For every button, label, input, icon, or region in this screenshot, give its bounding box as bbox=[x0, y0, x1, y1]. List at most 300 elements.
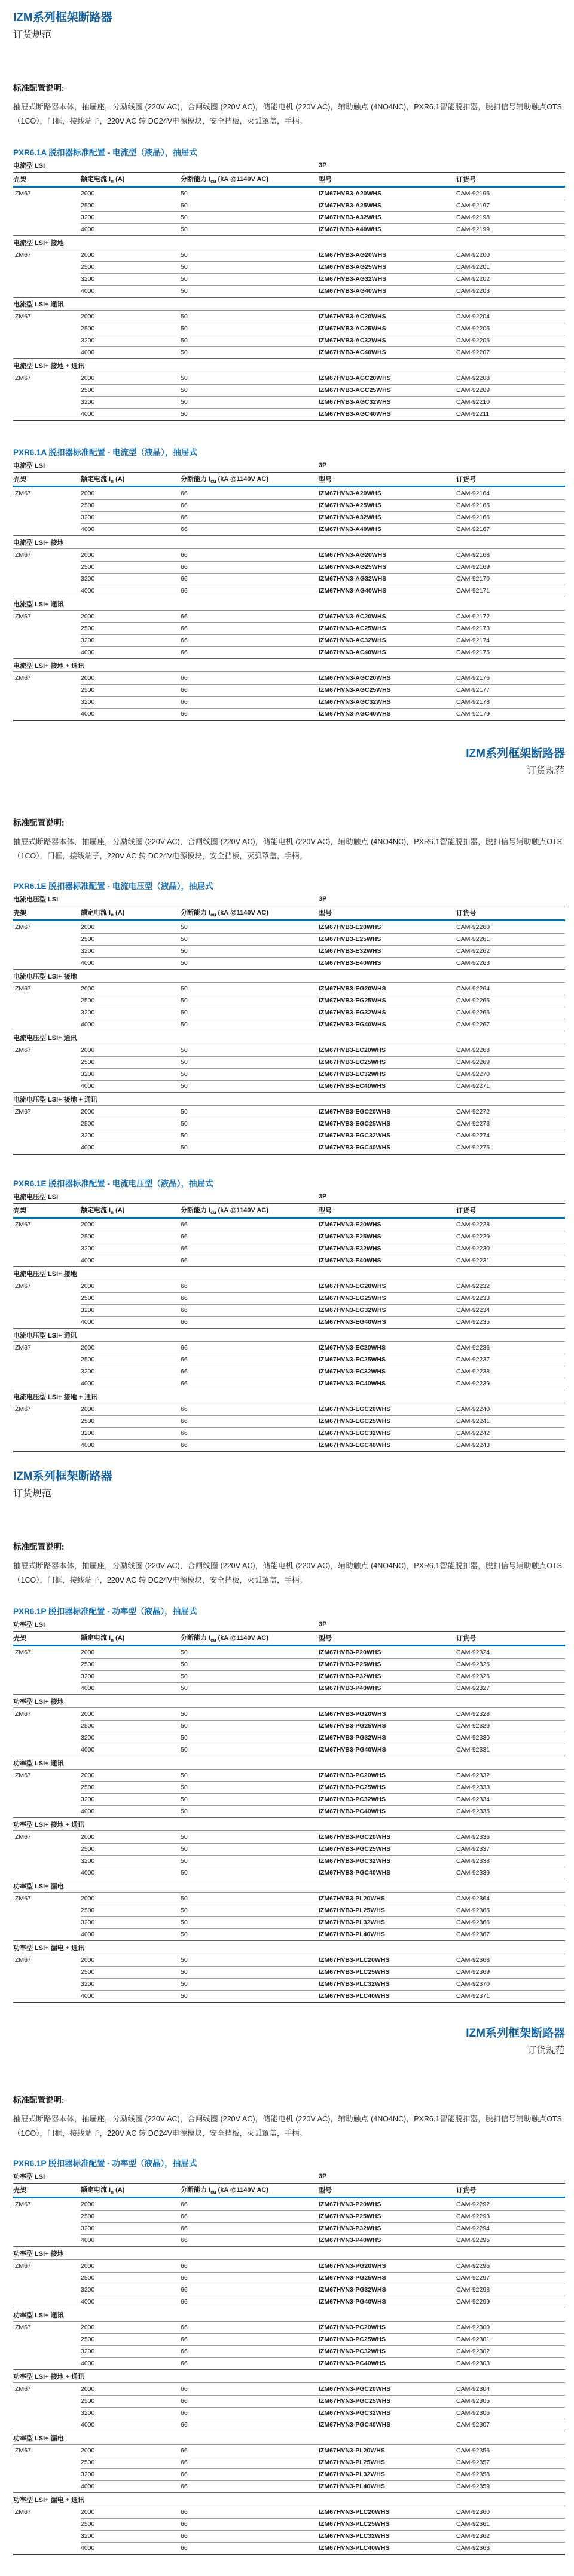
cell-model: IZM67HVB3-A32WHS bbox=[319, 214, 382, 221]
cell-current: 2000 bbox=[81, 2262, 95, 2270]
cell-model: IZM67HVN3-EC40WHS bbox=[319, 1380, 386, 1387]
table-row bbox=[13, 1354, 565, 1366]
row-divider bbox=[81, 708, 565, 709]
cell-icu: 66 bbox=[181, 698, 188, 706]
cell-current: 3200 bbox=[81, 2409, 95, 2416]
table-row bbox=[13, 396, 565, 408]
table-row bbox=[13, 188, 565, 200]
cell-current: 2500 bbox=[81, 202, 95, 209]
cell-order: CAM-92334 bbox=[456, 1796, 490, 1803]
cell-model: IZM67HVB3-AC32WHS bbox=[319, 337, 386, 344]
std-config-text: 抽屉式断路器本体，抽屉座，分励线圈 (220V AC)，合闸线圈 (220V AC)，储能电机 (220V AC)，辅助触点 (4NO4NC)，PXR6.1智能脱扣器，脱扣信号辅助触点OTS（1CO），门框，接线端子，220V AC 转 DC24V电源模块，安全挡板，灭弧罩盖，手柄。 bbox=[13, 1562, 562, 1584]
table-row bbox=[13, 2445, 565, 2457]
section-header: 电流型 LSI+ 接地 + 通讯 bbox=[13, 658, 565, 672]
cell-model: IZM67HVN3-AC20WHS bbox=[319, 613, 386, 620]
table-row bbox=[13, 1219, 565, 1231]
cell-model: IZM67HVB3-PGC40WHS bbox=[319, 1869, 391, 1876]
table-row bbox=[13, 921, 565, 933]
row-divider bbox=[81, 2542, 565, 2543]
cell-order: CAM-92358 bbox=[456, 2471, 490, 2478]
cell-order: CAM-92298 bbox=[456, 2286, 490, 2293]
cell-icu: 66 bbox=[181, 502, 188, 509]
table-row bbox=[13, 995, 565, 1007]
table-row bbox=[13, 1118, 565, 1130]
cell-order: CAM-92230 bbox=[456, 1245, 490, 1252]
cell-current: 2000 bbox=[81, 375, 95, 382]
table-row bbox=[13, 1744, 565, 1756]
cell-order: CAM-92173 bbox=[456, 625, 490, 632]
col-header-current-suffix: (A) bbox=[114, 909, 125, 917]
page-header bbox=[466, 744, 565, 777]
cell-frame: IZM67 bbox=[13, 1406, 31, 1413]
cell-icu: 66 bbox=[181, 2324, 188, 2331]
row-divider bbox=[81, 573, 565, 574]
cell-order: CAM-92364 bbox=[456, 1895, 490, 1902]
table-row bbox=[13, 1342, 565, 1354]
cell-icu: 66 bbox=[181, 2385, 188, 2393]
cell-model: IZM67HVN3-A40WHS bbox=[319, 526, 382, 533]
table-row bbox=[13, 672, 565, 684]
cell-icu: 50 bbox=[181, 1746, 188, 1753]
cell-model: IZM67HVB3-E32WHS bbox=[319, 947, 381, 955]
cell-current: 2000 bbox=[81, 1344, 95, 1351]
cell-icu: 66 bbox=[181, 2421, 188, 2428]
col-header-icu bbox=[181, 1633, 319, 1643]
row-divider bbox=[81, 2345, 565, 2346]
cell-icu: 66 bbox=[181, 514, 188, 521]
cell-model: IZM67HVN3-PC32WHS bbox=[319, 2348, 386, 2355]
type-label: 电流型 LSI bbox=[13, 462, 45, 470]
cell-order: CAM-92273 bbox=[456, 1120, 490, 1127]
cell-current: 4000 bbox=[81, 1257, 95, 1264]
page-header bbox=[13, 8, 112, 41]
cell-order: CAM-92205 bbox=[456, 325, 490, 332]
cell-icu: 50 bbox=[181, 1021, 188, 1028]
cell-model: IZM67HVN3-PC25WHS bbox=[319, 2336, 386, 2343]
row-divider bbox=[81, 384, 565, 385]
page-subtitle: 订货规范 bbox=[13, 1489, 52, 1499]
cell-icu: 50 bbox=[181, 226, 188, 233]
table-row bbox=[13, 223, 565, 235]
table-row bbox=[13, 1805, 565, 1817]
std-config-block bbox=[13, 2093, 562, 2140]
cell-current: 2500 bbox=[81, 1722, 95, 1729]
cell-current: 2000 bbox=[81, 985, 95, 992]
cell-model: IZM67HVN3-PL32WHS bbox=[319, 2471, 385, 2478]
cell-current: 3200 bbox=[81, 2348, 95, 2355]
cell-model: IZM67HVN3-E40WHS bbox=[319, 1257, 381, 1264]
col-header-current bbox=[81, 174, 181, 184]
cell-icu: 66 bbox=[181, 563, 188, 571]
cell-icu: 50 bbox=[181, 1734, 188, 1741]
cell-current: 2500 bbox=[81, 686, 95, 694]
group-row bbox=[13, 893, 565, 906]
cell-model: IZM67HVB3-PGC25WHS bbox=[319, 1845, 391, 1853]
cell-current: 2000 bbox=[81, 613, 95, 620]
cell-model: IZM67HVN3-A25WHS bbox=[319, 502, 382, 509]
row-divider bbox=[81, 511, 565, 512]
cell-model: IZM67HVB3-EGC25WHS bbox=[319, 1120, 391, 1127]
table-row bbox=[13, 2530, 565, 2542]
cell-model: IZM67HVB3-PLC25WHS bbox=[319, 1968, 390, 1976]
row-divider bbox=[81, 396, 565, 397]
table-row bbox=[13, 1231, 565, 1243]
cell-icu: 50 bbox=[181, 1919, 188, 1926]
row-divider bbox=[81, 1080, 565, 1081]
cell-current: 3200 bbox=[81, 1071, 95, 1078]
col-header-icu-suffix: (kA @1140V AC) bbox=[216, 909, 269, 917]
cell-icu: 66 bbox=[181, 1380, 188, 1387]
cell-frame: IZM67 bbox=[13, 2201, 31, 2208]
table-row bbox=[13, 1068, 565, 1080]
cell-order: CAM-92294 bbox=[456, 2225, 490, 2232]
cell-model: IZM67HVB3-EGC40WHS bbox=[319, 1144, 391, 1151]
cell-current: 2500 bbox=[81, 387, 95, 394]
cell-order: CAM-92196 bbox=[456, 190, 490, 197]
table-row bbox=[13, 1770, 565, 1781]
cell-model: IZM67HVB3-EG25WHS bbox=[319, 997, 386, 1004]
cell-model: IZM67HVB3-AGC40WHS bbox=[319, 410, 391, 418]
col-header-icu bbox=[181, 2185, 319, 2195]
row-divider bbox=[81, 2480, 565, 2481]
col-header-icu-sub: cu bbox=[210, 179, 216, 185]
col-header-icu bbox=[181, 474, 319, 484]
cell-order: CAM-92300 bbox=[456, 2324, 490, 2331]
cell-order: CAM-92231 bbox=[456, 1257, 490, 1264]
cell-order: CAM-92236 bbox=[456, 1344, 490, 1351]
cell-icu: 50 bbox=[181, 1071, 188, 1078]
cell-icu: 66 bbox=[181, 1368, 188, 1375]
cell-current: 2000 bbox=[81, 2385, 95, 2393]
cell-current: 2500 bbox=[81, 1356, 95, 1363]
cell-current: 3200 bbox=[81, 1919, 95, 1926]
cell-model: IZM67HVN3-EGC40WHS bbox=[319, 1442, 391, 1449]
row-divider bbox=[81, 408, 565, 409]
cell-icu: 50 bbox=[181, 1649, 188, 1656]
cell-icu: 66 bbox=[181, 2213, 188, 2220]
cell-order: CAM-92338 bbox=[456, 1857, 490, 1864]
cell-current: 2000 bbox=[81, 490, 95, 497]
order-table bbox=[13, 159, 565, 421]
cell-current: 3200 bbox=[81, 698, 95, 706]
cell-current: 3200 bbox=[81, 1980, 95, 1988]
cell-current: 3200 bbox=[81, 2225, 95, 2232]
cell-current: 2500 bbox=[81, 1661, 95, 1668]
table-row bbox=[13, 487, 565, 499]
cell-current: 3200 bbox=[81, 1673, 95, 1680]
row-divider bbox=[81, 945, 565, 946]
cell-model: IZM67HVB3-PC25WHS bbox=[319, 1784, 386, 1791]
cell-model: IZM67HVB3-PC32WHS bbox=[319, 1796, 386, 1803]
cell-icu: 50 bbox=[181, 1047, 188, 1054]
row-divider bbox=[81, 2530, 565, 2531]
section-header: 电流电压型 LSI+ 接地 bbox=[13, 1266, 565, 1280]
std-config-text: 抽屉式断路器本体，抽屉座，分励线圈 (220V AC)，合闸线圈 (220V AC)，储能电机 (220V AC)，辅助触点 (4NO4NC)，PXR6.1智能脱扣器，脱扣信号辅助触点OTS（1CO），门框，接线端子，220V AC 转 DC24V电源模块，安全挡板，灭弧罩盖，手柄。 bbox=[13, 838, 562, 860]
cell-frame: IZM67 bbox=[13, 985, 31, 992]
table-row bbox=[13, 2222, 565, 2234]
group-row bbox=[13, 1618, 565, 1632]
row-divider bbox=[81, 2407, 565, 2408]
page-title: IZM系列框架断路器 bbox=[13, 11, 112, 24]
pole-label: 3P bbox=[319, 462, 327, 469]
table-row bbox=[13, 2542, 565, 2554]
cell-current: 2500 bbox=[81, 325, 95, 332]
cell-icu: 50 bbox=[181, 1895, 188, 1902]
section-header: 功率型 LSI+ 通讯 bbox=[13, 1756, 565, 1770]
cell-model: IZM67HVB3-PL32WHS bbox=[319, 1919, 385, 1926]
table-row bbox=[13, 1928, 565, 1940]
cell-order: CAM-92199 bbox=[456, 226, 490, 233]
page-title: IZM系列框架断路器 bbox=[13, 1470, 112, 1483]
cell-icu: 50 bbox=[181, 214, 188, 221]
col-header-current bbox=[81, 2185, 181, 2195]
cell-current: 2500 bbox=[81, 2274, 95, 2281]
cell-icu: 50 bbox=[181, 313, 188, 320]
cell-current: 2500 bbox=[81, 2336, 95, 2343]
cell-current: 2500 bbox=[81, 263, 95, 271]
col-header-frame: 壳架 bbox=[13, 1635, 26, 1642]
cell-icu: 66 bbox=[181, 2348, 188, 2355]
cell-current: 2500 bbox=[81, 502, 95, 509]
table-row bbox=[13, 1990, 565, 2002]
table-row bbox=[13, 573, 565, 585]
cell-current: 4000 bbox=[81, 1144, 95, 1151]
table-row bbox=[13, 1243, 565, 1255]
cell-order: CAM-92326 bbox=[456, 1673, 490, 1680]
table-row bbox=[13, 1142, 565, 1154]
cell-model: IZM67HVB3-EG32WHS bbox=[319, 1009, 386, 1016]
table-row bbox=[13, 1831, 565, 1843]
cell-model: IZM67HVB3-A25WHS bbox=[319, 202, 382, 209]
std-config-label: 标准配置说明: bbox=[13, 84, 65, 93]
cell-model: IZM67HVN3-EC25WHS bbox=[319, 1356, 386, 1363]
col-header-current bbox=[81, 1205, 181, 1215]
group-row bbox=[13, 2170, 565, 2184]
row-divider bbox=[81, 1304, 565, 1305]
cell-order: CAM-92295 bbox=[456, 2237, 490, 2244]
row-divider bbox=[81, 1439, 565, 1440]
col-header-icu bbox=[181, 1205, 319, 1215]
col-header-icu bbox=[181, 907, 319, 918]
cell-icu: 50 bbox=[181, 1009, 188, 1016]
cell-current: 4000 bbox=[81, 1021, 95, 1028]
cell-icu: 50 bbox=[181, 1845, 188, 1853]
cell-order: CAM-92172 bbox=[456, 613, 490, 620]
cell-order: CAM-92204 bbox=[456, 313, 490, 320]
cell-model: IZM67HVB3-EGC20WHS bbox=[319, 1108, 391, 1115]
table-row bbox=[13, 983, 565, 995]
table-row bbox=[13, 523, 565, 535]
row-divider bbox=[81, 1415, 565, 1416]
table-heading: PXR6.1E 脱扣器标准配置 - 电流电压型（液晶），抽屉式 bbox=[13, 1179, 213, 1188]
row-divider bbox=[81, 2333, 565, 2334]
cell-icu: 66 bbox=[181, 2298, 188, 2305]
cell-order: CAM-92330 bbox=[456, 1734, 490, 1741]
table-row bbox=[13, 2457, 565, 2468]
cell-current: 2000 bbox=[81, 2201, 95, 2208]
row-divider bbox=[81, 1978, 565, 1979]
cell-order: CAM-92369 bbox=[456, 1968, 490, 1976]
section-header: 功率型 LSI+ 接地 + 通讯 bbox=[13, 1817, 565, 1831]
cell-frame: IZM67 bbox=[13, 313, 31, 320]
cell-icu: 50 bbox=[181, 936, 188, 943]
table-row bbox=[13, 696, 565, 708]
table-row bbox=[13, 1843, 565, 1855]
order-table bbox=[13, 459, 565, 721]
cell-current: 2500 bbox=[81, 2459, 95, 2466]
type-label: 电流电压型 LSI bbox=[13, 896, 59, 903]
section-header: 电流电压型 LSI+ 接地 bbox=[13, 969, 565, 983]
cell-current: 4000 bbox=[81, 1869, 95, 1876]
cell-model: IZM67HVN3-PLC20WHS bbox=[319, 2508, 390, 2516]
cell-order: CAM-92331 bbox=[456, 1746, 490, 1753]
type-label: 功率型 LSI bbox=[13, 2173, 45, 2181]
cell-model: IZM67HVN3-PG25WHS bbox=[319, 2274, 386, 2281]
col-header-current-suffix: (A) bbox=[114, 176, 125, 183]
table-row bbox=[13, 1893, 565, 1905]
cell-model: IZM67HVB3-P32WHS bbox=[319, 1673, 381, 1680]
cell-order: CAM-92271 bbox=[456, 1082, 490, 1090]
cell-icu: 50 bbox=[181, 924, 188, 931]
cell-current: 2500 bbox=[81, 1845, 95, 1853]
col-header-model: 型号 bbox=[319, 176, 332, 183]
cell-current: 3200 bbox=[81, 1307, 95, 1314]
cell-order: CAM-92371 bbox=[456, 1992, 490, 2000]
table-row bbox=[13, 1708, 565, 1720]
table-row bbox=[13, 1670, 565, 1682]
cell-icu: 50 bbox=[181, 1120, 188, 1127]
table-row bbox=[13, 499, 565, 511]
cell-current: 3200 bbox=[81, 1245, 95, 1252]
cell-icu: 66 bbox=[181, 2262, 188, 2270]
cell-model: IZM67HVN3-PG20WHS bbox=[319, 2262, 386, 2270]
cell-icu: 66 bbox=[181, 1233, 188, 1240]
cell-icu: 50 bbox=[181, 1144, 188, 1151]
cell-order: CAM-92209 bbox=[456, 387, 490, 394]
table-row bbox=[13, 684, 565, 696]
col-header-current-sub: n bbox=[111, 1210, 114, 1216]
col-header-icu-prefix: 分断能力 I bbox=[181, 176, 211, 183]
cell-icu: 66 bbox=[181, 1430, 188, 1437]
table-row bbox=[13, 408, 565, 420]
table-row bbox=[13, 2210, 565, 2222]
row-divider bbox=[81, 1427, 565, 1428]
col-header-model: 型号 bbox=[319, 1207, 332, 1215]
cell-model: IZM67HVN3-AC32WHS bbox=[319, 637, 386, 644]
cell-order: CAM-92211 bbox=[456, 410, 490, 418]
cell-current: 4000 bbox=[81, 2483, 95, 2490]
cell-model: IZM67HVB3-AC20WHS bbox=[319, 313, 386, 320]
table-row bbox=[13, 1867, 565, 1879]
table-row bbox=[13, 1044, 565, 1056]
col-header-icu-sub: cu bbox=[210, 912, 216, 918]
cell-order: CAM-92339 bbox=[456, 1869, 490, 1876]
col-header-frame: 壳架 bbox=[13, 1207, 26, 1215]
cell-current: 2000 bbox=[81, 674, 95, 682]
cell-current: 4000 bbox=[81, 410, 95, 418]
cell-model: IZM67HVB3-EC20WHS bbox=[319, 1047, 386, 1054]
table-row bbox=[13, 1403, 565, 1415]
cell-order: CAM-92207 bbox=[456, 349, 490, 356]
col-header-icu-suffix: (kA @1140V AC) bbox=[216, 2186, 269, 2194]
col-header-order: 订货号 bbox=[456, 2187, 476, 2194]
cell-order: CAM-92263 bbox=[456, 959, 490, 967]
cell-icu: 66 bbox=[181, 2447, 188, 2454]
cell-icu: 66 bbox=[181, 649, 188, 656]
table-row bbox=[13, 1658, 565, 1670]
order-table bbox=[13, 1190, 565, 1452]
cell-model: IZM67HVB3-PC40WHS bbox=[319, 1808, 386, 1815]
cell-icu: 66 bbox=[181, 1221, 188, 1228]
cell-icu: 50 bbox=[181, 202, 188, 209]
cell-icu: 66 bbox=[181, 575, 188, 582]
cell-icu: 66 bbox=[181, 674, 188, 682]
table-row bbox=[13, 1056, 565, 1068]
cell-order: CAM-92325 bbox=[456, 1661, 490, 1668]
std-config-label: 标准配置说明: bbox=[13, 818, 65, 827]
section-header: 电流电压型 LSI+ 接地 + 通讯 bbox=[13, 1092, 565, 1106]
cell-frame: IZM67 bbox=[13, 1895, 31, 1902]
cell-model: IZM67HVN3-EC20WHS bbox=[319, 1344, 386, 1351]
cell-model: IZM67HVB3-P25WHS bbox=[319, 1661, 381, 1668]
table-row bbox=[13, 1855, 565, 1867]
cell-frame: IZM67 bbox=[13, 1283, 31, 1290]
table-row bbox=[13, 2234, 565, 2246]
table-row bbox=[13, 2506, 565, 2518]
cell-model: IZM67HVB3-PC20WHS bbox=[319, 1772, 386, 1779]
table-row bbox=[13, 933, 565, 945]
cell-icu: 66 bbox=[181, 1245, 188, 1252]
cell-order: CAM-92356 bbox=[456, 2447, 490, 2454]
order-table bbox=[13, 2170, 565, 2555]
col-header-icu-sub: cu bbox=[210, 2189, 216, 2195]
cell-model: IZM67HVB3-AC25WHS bbox=[319, 325, 386, 332]
cell-order: CAM-92203 bbox=[456, 287, 490, 295]
cell-order: CAM-92304 bbox=[456, 2385, 490, 2393]
row-divider bbox=[81, 2210, 565, 2211]
cell-order: CAM-92201 bbox=[456, 263, 490, 271]
cell-model: IZM67HVB3-PG20WHS bbox=[319, 1710, 386, 1718]
cell-icu: 66 bbox=[181, 686, 188, 694]
cell-order: CAM-92272 bbox=[456, 1108, 490, 1115]
cell-icu: 50 bbox=[181, 1907, 188, 1914]
table-row bbox=[13, 1966, 565, 1978]
table-heading: PXR6.1A 脱扣器标准配置 - 电流型（液晶），抽屉式 bbox=[13, 448, 197, 457]
type-label: 功率型 LSI bbox=[13, 1621, 45, 1629]
table-row bbox=[13, 372, 565, 384]
row-divider bbox=[81, 1292, 565, 1293]
cell-order: CAM-92293 bbox=[456, 2213, 490, 2220]
cell-order: CAM-92265 bbox=[456, 997, 490, 1004]
cell-icu: 50 bbox=[181, 1132, 188, 1139]
cell-icu: 50 bbox=[181, 1808, 188, 1815]
cell-current: 2000 bbox=[81, 1283, 95, 1290]
table-row bbox=[13, 323, 565, 335]
cell-current: 4000 bbox=[81, 587, 95, 594]
cell-current: 2000 bbox=[81, 252, 95, 259]
cell-frame: IZM67 bbox=[13, 252, 31, 259]
cell-model: IZM67HVB3-E20WHS bbox=[319, 924, 381, 931]
cell-current: 2000 bbox=[81, 2324, 95, 2331]
cell-frame: IZM67 bbox=[13, 1956, 31, 1964]
cell-model: IZM67HVN3-AG20WHS bbox=[319, 551, 387, 559]
cell-icu: 50 bbox=[181, 337, 188, 344]
std-config-label: 标准配置说明: bbox=[13, 2096, 65, 2105]
cell-current: 2000 bbox=[81, 1833, 95, 1841]
table-row bbox=[13, 945, 565, 957]
cell-model: IZM67HVB3-A40WHS bbox=[319, 226, 382, 233]
section-header: 功率型 LSI+ 漏电 + 通讯 bbox=[13, 1940, 565, 1954]
